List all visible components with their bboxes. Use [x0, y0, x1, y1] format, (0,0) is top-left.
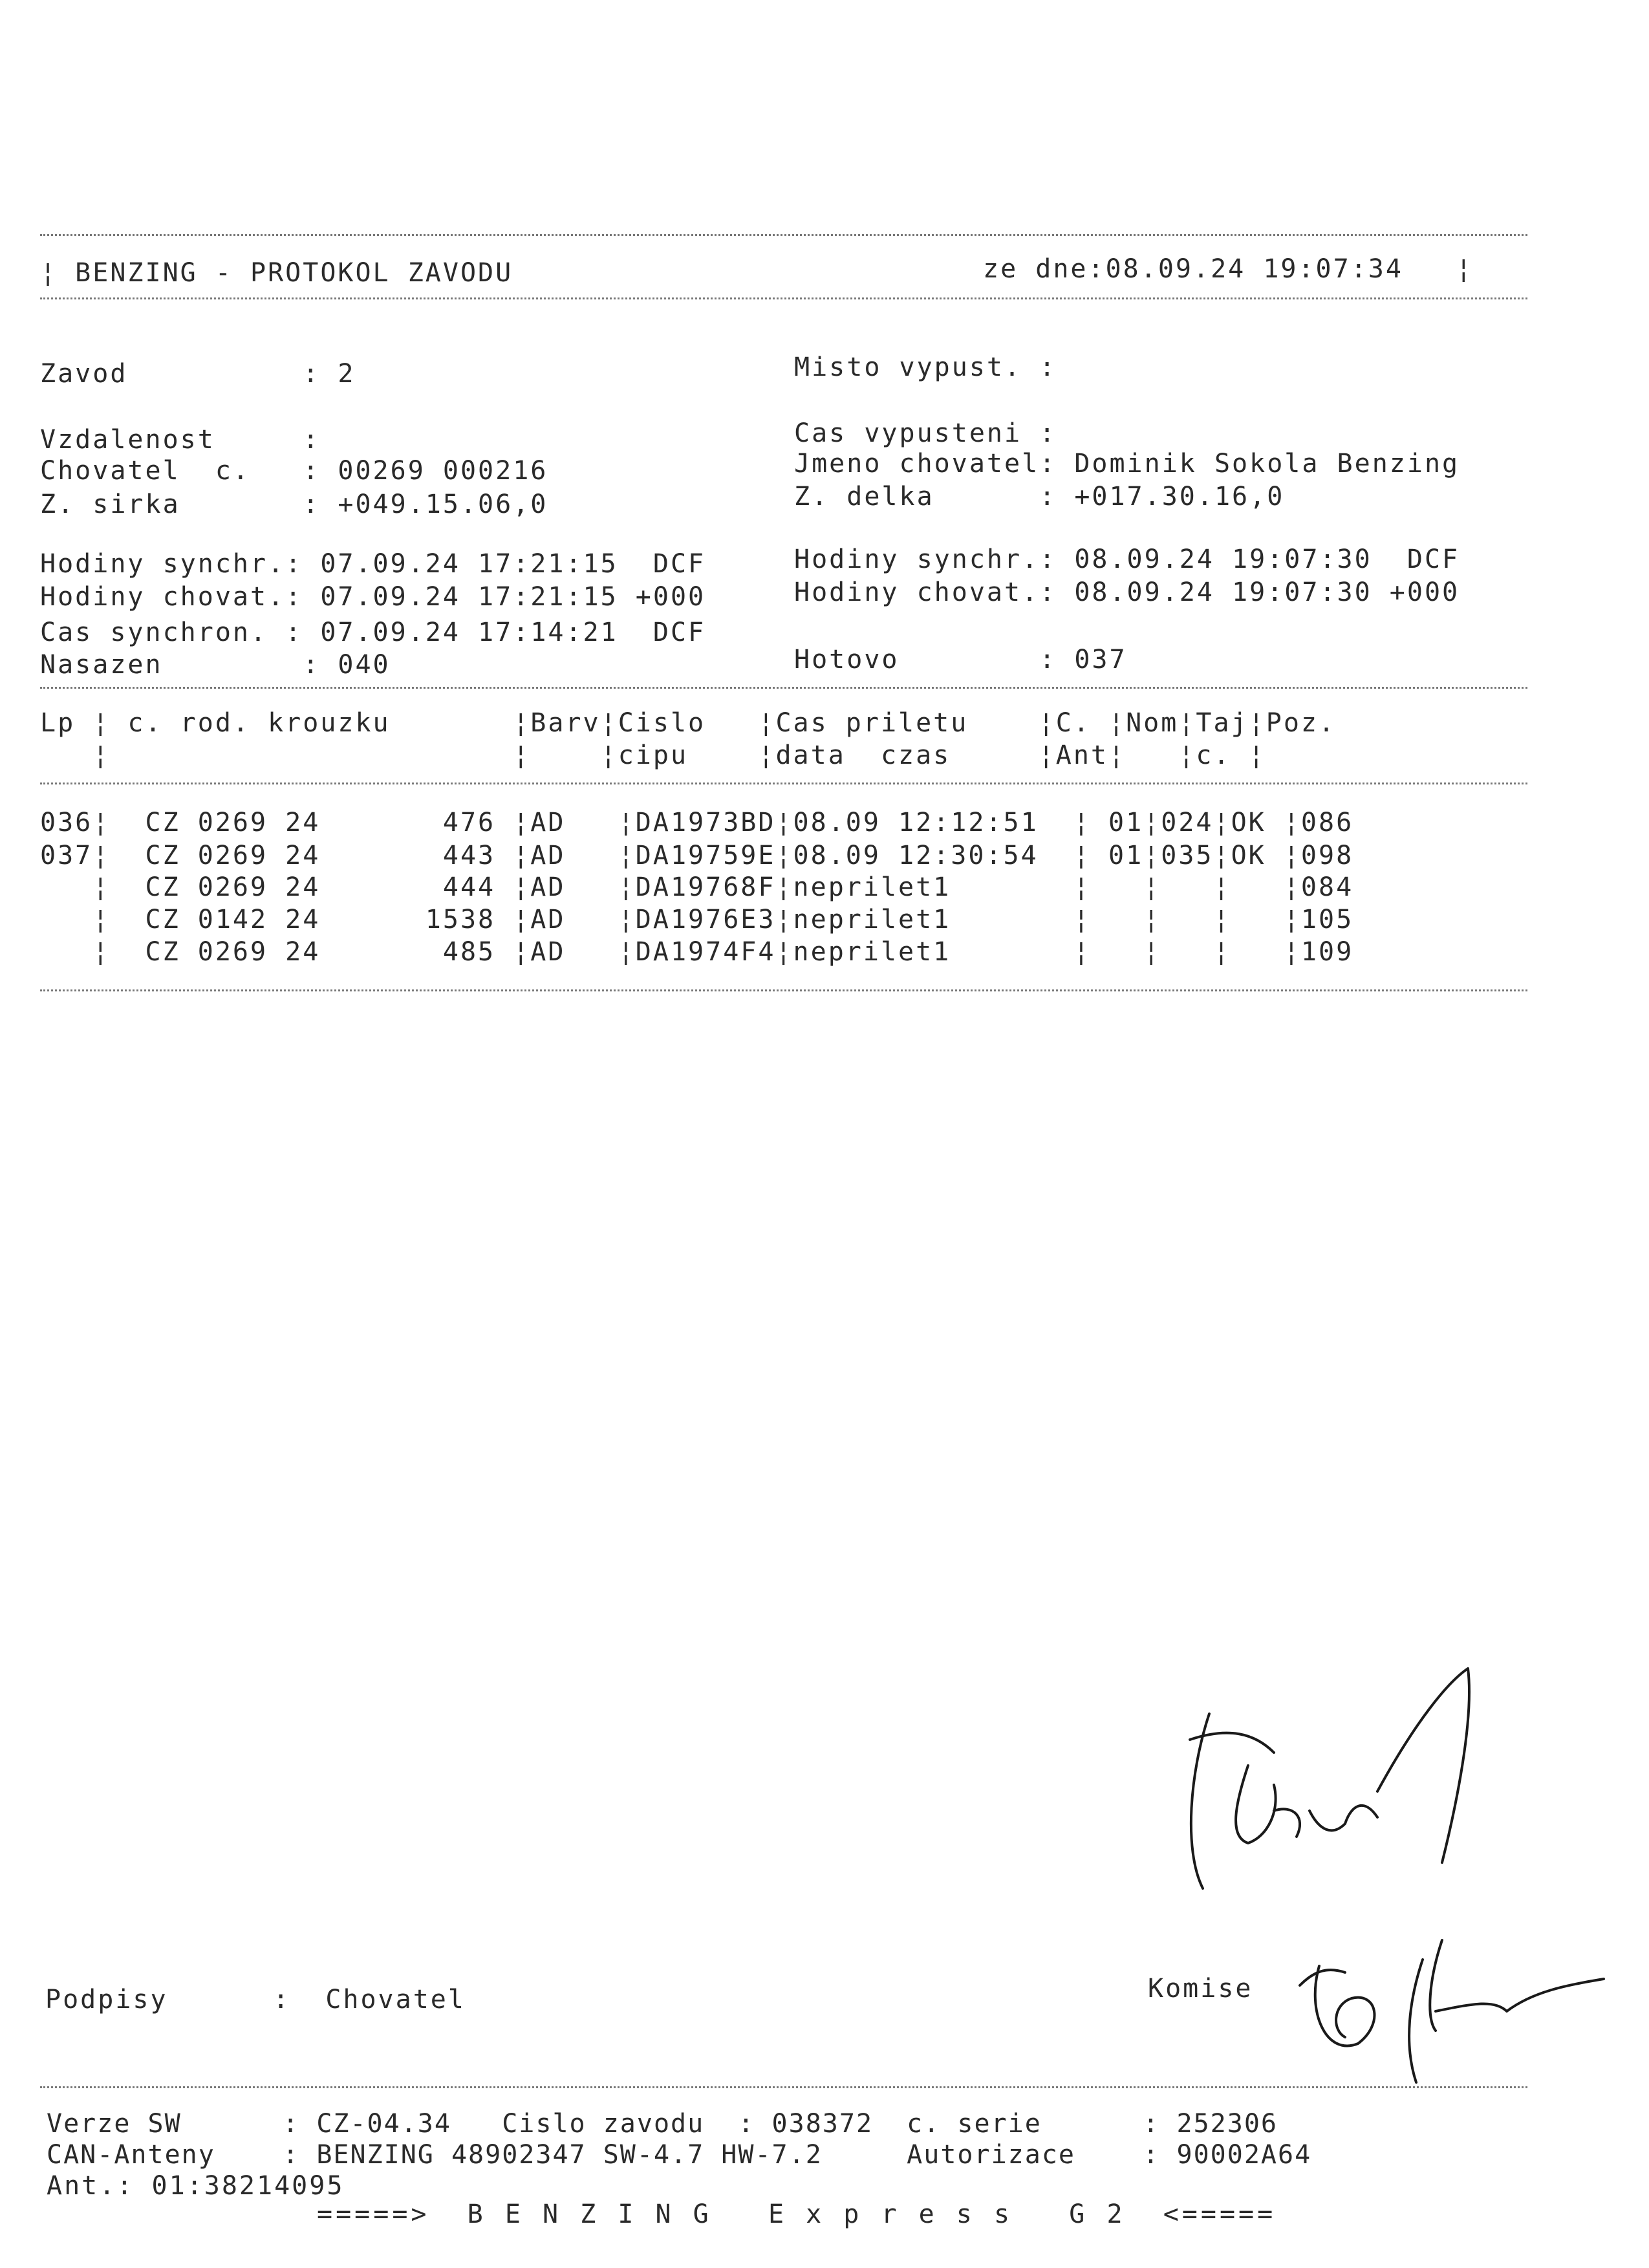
cas-vypusteni-field: Cas vypusteni :: [794, 418, 1057, 448]
hodiny-synchr-end: Hodiny synchr.: 08.09.24 19:07:30 DCF: [794, 545, 1460, 574]
header-bottom-rule: [40, 297, 1527, 299]
hodiny-chovat-start: Hodiny chovat.: 07.09.24 17:21:15 +000: [40, 582, 706, 612]
chovatel-field: Chovatel c. : 00269 000216: [40, 456, 548, 486]
table-row: 037¦ CZ 0269 24 443 ¦AD ¦DA19759E¦08.09 12:30:54 ¦ 01¦035¦OK ¦098: [40, 841, 1354, 870]
protocol-title: ¦ BENZING - PROTOKOL ZAVODU: [40, 258, 513, 288]
commission-signature-upper: [1170, 1643, 1533, 1914]
table-header-line2: ¦ ¦ ¦cipu ¦data czas ¦Ant¦ ¦c. ¦: [40, 740, 1266, 770]
benzing-express-banner: =====> B E N Z I N G E x p r e s s G 2 <=====: [317, 2199, 1277, 2229]
ant-line: Ant.: 01:38214095: [47, 2171, 345, 2201]
vzdalenost-field: Vzdalenost :: [40, 425, 321, 455]
z-sirka-field: Z. sirka : +049.15.06,0: [40, 490, 548, 519]
table-row: ¦ CZ 0269 24 444 ¦AD ¦DA19768F¦neprilet1 ¦ ¦ ¦ ¦084: [40, 872, 1354, 902]
table-bottom-rule: [40, 989, 1527, 991]
can-anteny-line: CAN-Anteny : BENZING 48902347 SW-4.7 HW-7.2 Autorizace : 90002A64: [47, 2140, 1312, 2170]
zavod-field: Zavod : 2: [40, 359, 356, 389]
nasazen-field: Nasazen : 040: [40, 650, 391, 680]
header-top-rule: [40, 234, 1527, 236]
hotovo-field: Hotovo : 037: [794, 645, 1127, 675]
table-row: ¦ CZ 0269 24 485 ¦AD ¦DA1974F4¦neprilet1 ¦ ¦ ¦ ¦109: [40, 937, 1354, 967]
table-header-line1: Lp ¦ c. rod. krouzku ¦Barv¦Cislo ¦Cas priletu ¦C. ¦Nom¦Taj¦Poz.: [40, 708, 1337, 738]
table-header-rule: [40, 783, 1527, 784]
verze-sw-line: Verze SW : CZ-04.34 Cislo zavodu : 038372 c. serie : 252306: [47, 2109, 1278, 2139]
podpisy-chovatel-label: Podpisy : Chovatel: [45, 1985, 466, 2014]
jmeno-chovatel-field: Jmeno chovatel: Dominik Sokola Benzing: [794, 449, 1460, 479]
commission-signature-lower: [1287, 1927, 1610, 2095]
table-row: 036¦ CZ 0269 24 476 ¦AD ¦DA1973BD¦08.09 12:12:51 ¦ 01¦024¦OK ¦086: [40, 808, 1354, 837]
misto-vypust-field: Misto vypust. :: [794, 352, 1057, 382]
hodiny-chovat-end: Hodiny chovat.: 08.09.24 19:07:30 +000: [794, 578, 1460, 607]
z-delka-field: Z. delka : +017.30.16,0: [794, 482, 1285, 512]
protocol-date: ze dne:08.09.24 19:07:34 ¦: [983, 254, 1474, 284]
komise-label: Komise: [1148, 1974, 1253, 2003]
footer-top-rule: [40, 2086, 1527, 2088]
cas-synchron-field: Cas synchron. : 07.09.24 17:14:21 DCF: [40, 618, 706, 647]
table-row: ¦ CZ 0142 24 1538 ¦AD ¦DA1976E3¦neprilet1 ¦ ¦ ¦ ¦105: [40, 905, 1354, 934]
table-top-rule: [40, 687, 1527, 689]
hodiny-synchr-start: Hodiny synchr.: 07.09.24 17:21:15 DCF: [40, 549, 706, 579]
